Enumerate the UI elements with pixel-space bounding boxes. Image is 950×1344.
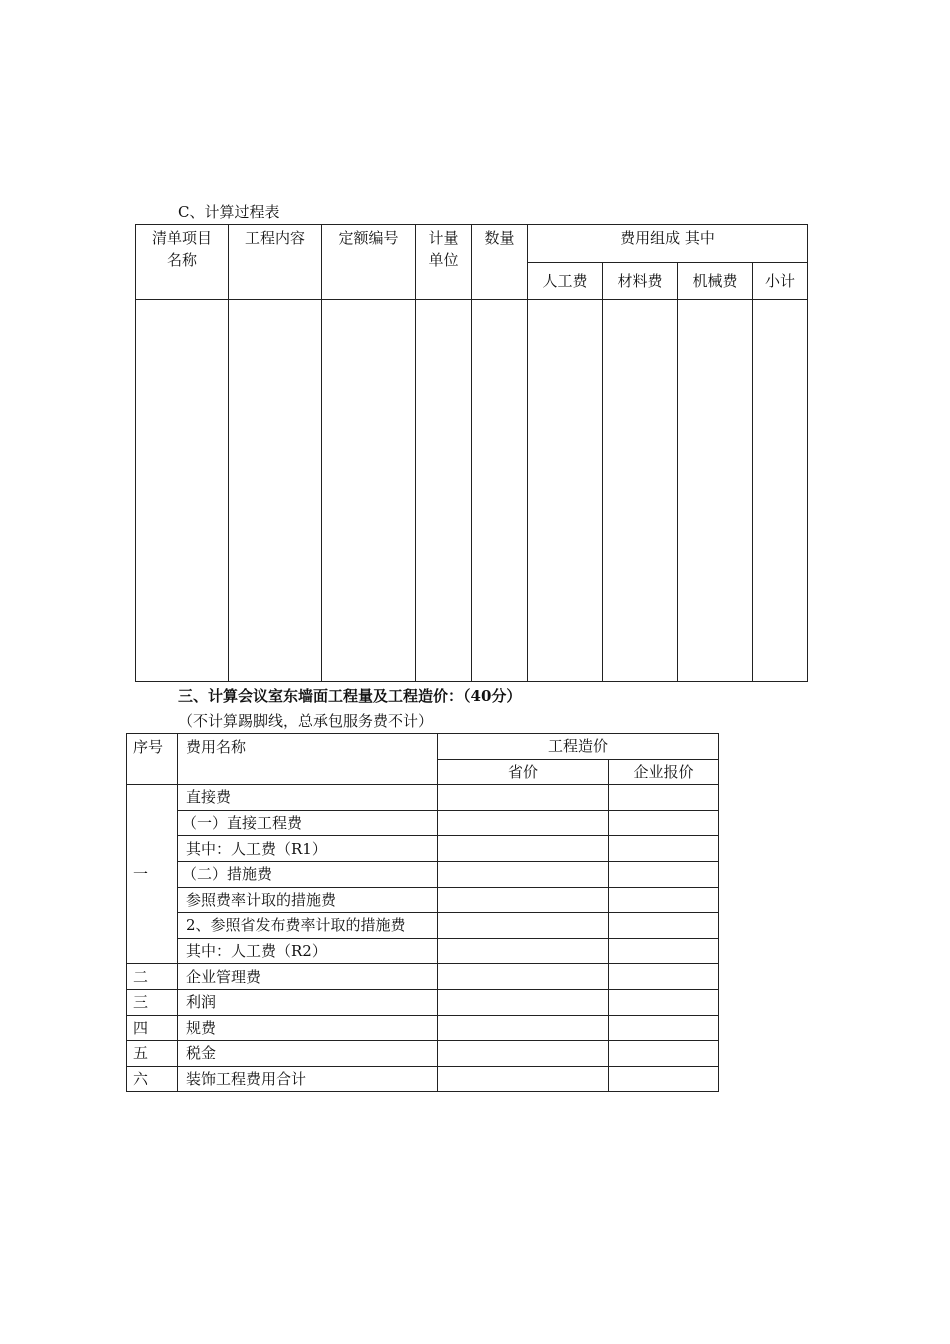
row-province-price	[438, 810, 609, 836]
body-cell	[603, 300, 678, 682]
row-company-quote	[609, 913, 719, 939]
body-cell	[229, 300, 322, 682]
table-row	[127, 785, 719, 811]
row-company-quote	[609, 938, 719, 964]
row-province-price	[438, 836, 609, 862]
row-name: 其中：人工费（R1）	[178, 836, 438, 862]
body-cell	[528, 300, 603, 682]
table-row	[127, 810, 719, 836]
row-province-price	[438, 785, 609, 811]
row-company-quote	[609, 1015, 719, 1041]
row-province-price	[438, 989, 609, 1015]
row-name: （二）措施费	[178, 861, 438, 887]
header-project-cost: 工程造价	[438, 734, 719, 760]
row-name: 直接费	[178, 785, 438, 811]
row-company-quote	[609, 1066, 719, 1092]
row-name: 规费	[178, 1015, 438, 1041]
calc-process-table	[135, 224, 808, 682]
row-company-quote	[609, 989, 719, 1015]
row-seq: 六	[127, 1066, 178, 1092]
header-unit-line2: 单位	[428, 251, 459, 269]
header-cost-group: 费用组成 其中	[528, 225, 808, 263]
body-cell	[136, 300, 229, 682]
row-company-quote	[609, 1041, 719, 1067]
row-province-price	[438, 1015, 609, 1041]
body-cell	[322, 300, 416, 682]
table-row	[127, 938, 719, 964]
row-name: 其中：人工费（R2）	[178, 938, 438, 964]
table-row	[127, 913, 719, 939]
row-name: 利润	[178, 989, 438, 1015]
row-name: 税金	[178, 1041, 438, 1067]
row-name: 参照费率计取的措施费	[178, 887, 438, 913]
header-subtotal: 小计	[753, 263, 808, 300]
table-row	[127, 836, 719, 862]
row-seq: 四	[127, 1015, 178, 1041]
table-row	[127, 1066, 719, 1092]
row-company-quote	[609, 810, 719, 836]
row-company-quote	[609, 861, 719, 887]
header-item-name-line1: 清单项目	[151, 229, 212, 247]
header-province-price: 省价	[438, 759, 609, 785]
header-seq: 序号	[127, 734, 178, 785]
table-row	[127, 861, 719, 887]
header-quota-no: 定额编号	[322, 225, 416, 300]
row-name: 企业管理费	[178, 964, 438, 990]
row-province-price	[438, 913, 609, 939]
row-province-price	[438, 1041, 609, 1067]
row-province-price	[438, 861, 609, 887]
row-company-quote	[609, 964, 719, 990]
header-item-name-line2: 名称	[166, 251, 197, 269]
row-seq: 一	[127, 785, 178, 964]
table-row	[127, 1015, 719, 1041]
header-machinery: 机械费	[678, 263, 753, 300]
table-row	[127, 964, 719, 990]
header-company-quote: 企业报价	[609, 759, 719, 785]
body-cell	[472, 300, 528, 682]
header-labor: 人工费	[528, 263, 603, 300]
header-quantity: 数量	[472, 225, 528, 300]
row-province-price	[438, 887, 609, 913]
row-seq: 三	[127, 989, 178, 1015]
row-province-price	[438, 964, 609, 990]
section3-note: （不计算踢脚线，总承包服务费不计）	[178, 712, 434, 730]
header-unit	[416, 225, 472, 300]
calc-table-title: C、计算过程表	[178, 203, 280, 221]
table-row	[127, 989, 719, 1015]
row-company-quote	[609, 836, 719, 862]
row-name: 2、参照省发布费率计取的措施费	[178, 913, 438, 939]
row-province-price	[438, 1066, 609, 1092]
row-name: 装饰工程费用合计	[178, 1066, 438, 1092]
body-cell	[753, 300, 808, 682]
row-province-price	[438, 938, 609, 964]
header-work-content: 工程内容	[229, 225, 322, 300]
row-name: （一）直接工程费	[178, 810, 438, 836]
cost-table	[126, 733, 719, 1092]
row-seq: 二	[127, 964, 178, 990]
header-item-name	[136, 225, 229, 300]
body-cell	[416, 300, 472, 682]
row-company-quote	[609, 785, 719, 811]
section3-title: 三、计算会议室东墙面工程量及工程造价：（40分）	[178, 687, 522, 705]
row-company-quote	[609, 887, 719, 913]
header-fee-name: 费用名称	[178, 734, 438, 785]
table-row	[127, 1041, 719, 1067]
row-seq: 五	[127, 1041, 178, 1067]
table-row	[127, 887, 719, 913]
header-unit-line1: 计量	[428, 229, 459, 247]
header-material: 材料费	[603, 263, 678, 300]
body-cell	[678, 300, 753, 682]
